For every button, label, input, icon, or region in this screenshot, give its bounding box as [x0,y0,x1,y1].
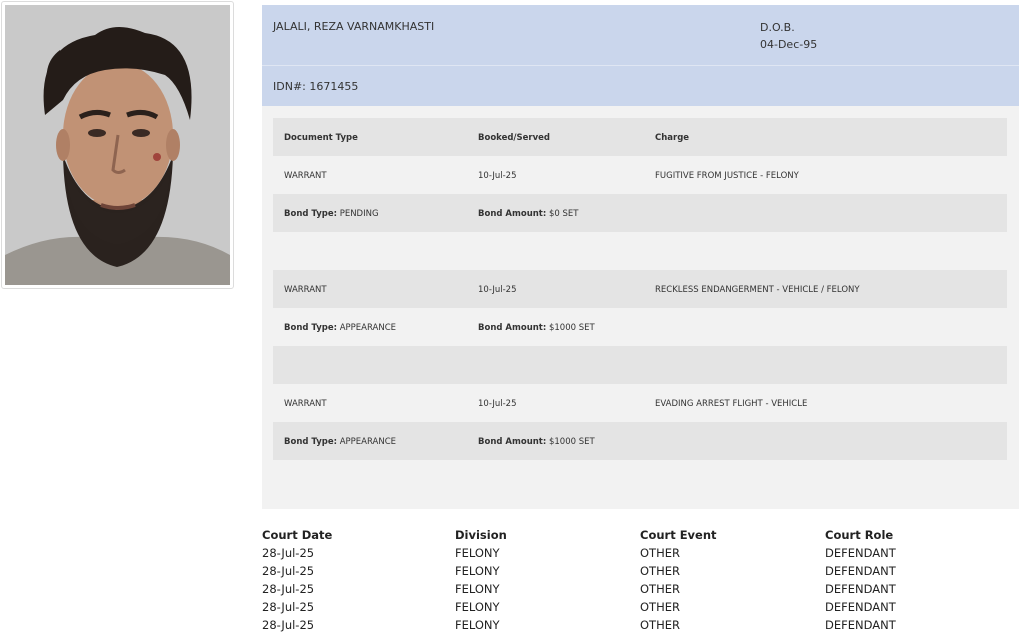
bond-type [284,437,396,447]
court-row [262,618,1022,636]
document-type: WARRANT [284,285,327,295]
header-document-type: Document Type [284,133,358,143]
booked-date: 10-Jul-25 [478,285,517,295]
inmate-header [262,5,1019,66]
bond-amount [478,437,595,447]
court-row [262,564,1022,582]
charge-description: FUGITIVE FROM JUSTICE - FELONY [655,171,799,181]
court-role: DEFENDANT [825,546,896,560]
dob-label: D.O.B. [760,21,795,34]
bond-row [273,422,1007,460]
court-event: OTHER [640,564,680,578]
charge-description: EVADING ARREST FLIGHT - VEHICLE [655,399,808,409]
bond-type-label: Bond Type: [284,209,337,219]
document-type: WARRANT [284,399,327,409]
dob-value: 04-Dec-95 [760,38,818,51]
header-division: Division [455,528,507,542]
header-court-event: Court Event [640,528,717,542]
court-date: 28-Jul-25 [262,600,315,614]
booked-date: 10-Jul-25 [478,399,517,409]
court-row [262,546,1022,564]
bond-amount-label: Bond Amount: [478,437,547,447]
bond-type-label: Bond Type: [284,437,337,447]
court-date: 28-Jul-25 [262,618,315,632]
bond-amount-value: $1000 SET [548,323,595,333]
court-row [262,600,1022,618]
court-division: FELONY [455,564,500,578]
inmate-name: JALALI, REZA VARNAMKHASTI [273,20,435,33]
spacer-row [273,232,1007,270]
bond-type-label: Bond Type: [284,323,337,333]
spacer-row [273,346,1007,384]
header-court-role: Court Role [825,528,894,542]
court-header-row [262,528,1022,546]
court-role: DEFENDANT [825,564,896,578]
bond-type-value: APPEARANCE [339,323,396,333]
court-table [262,528,1022,636]
court-row [262,582,1022,600]
header-booked-served: Booked/Served [478,133,551,143]
bond-amount-label: Bond Amount: [478,209,547,219]
mugshot-image [5,5,230,285]
booked-date: 10-Jul-25 [478,171,517,181]
charge-row [273,270,1007,308]
court-role: DEFENDANT [825,618,896,632]
bond-type-value: PENDING [339,209,379,219]
bond-amount-label: Bond Amount: [478,323,547,333]
court-role: DEFENDANT [825,600,896,614]
charges-header-row [273,118,1007,156]
court-date: 28-Jul-25 [262,564,315,578]
bond-row [273,308,1007,346]
court-event: OTHER [640,582,680,596]
court-division: FELONY [455,546,500,560]
bond-row [273,194,1007,232]
idn-number: IDN#: 1671455 [273,80,359,93]
charge-row [273,156,1007,194]
charge-row [273,384,1007,422]
court-event: OTHER [640,600,680,614]
idn-row [262,66,1019,106]
bond-amount [478,323,595,333]
bond-type [284,323,396,333]
charges-table [273,118,1007,460]
booking-photo-frame [1,1,234,289]
bond-amount-value: $0 SET [548,209,579,219]
court-division: FELONY [455,600,500,614]
court-event: OTHER [640,618,680,632]
court-date: 28-Jul-25 [262,582,315,596]
header-court-date: Court Date [262,528,333,542]
court-role: DEFENDANT [825,582,896,596]
court-division: FELONY [455,618,500,632]
header-charge: Charge [655,133,690,143]
court-date: 28-Jul-25 [262,546,315,560]
bond-type [284,209,379,219]
court-division: FELONY [455,582,500,596]
bond-type-value: APPEARANCE [339,437,396,447]
court-event: OTHER [640,546,680,560]
charge-description: RECKLESS ENDANGERMENT - VEHICLE / FELONY [655,285,860,295]
document-type: WARRANT [284,171,327,181]
bond-amount [478,209,578,219]
booking-photo [5,5,230,285]
bond-amount-value: $1000 SET [548,437,595,447]
